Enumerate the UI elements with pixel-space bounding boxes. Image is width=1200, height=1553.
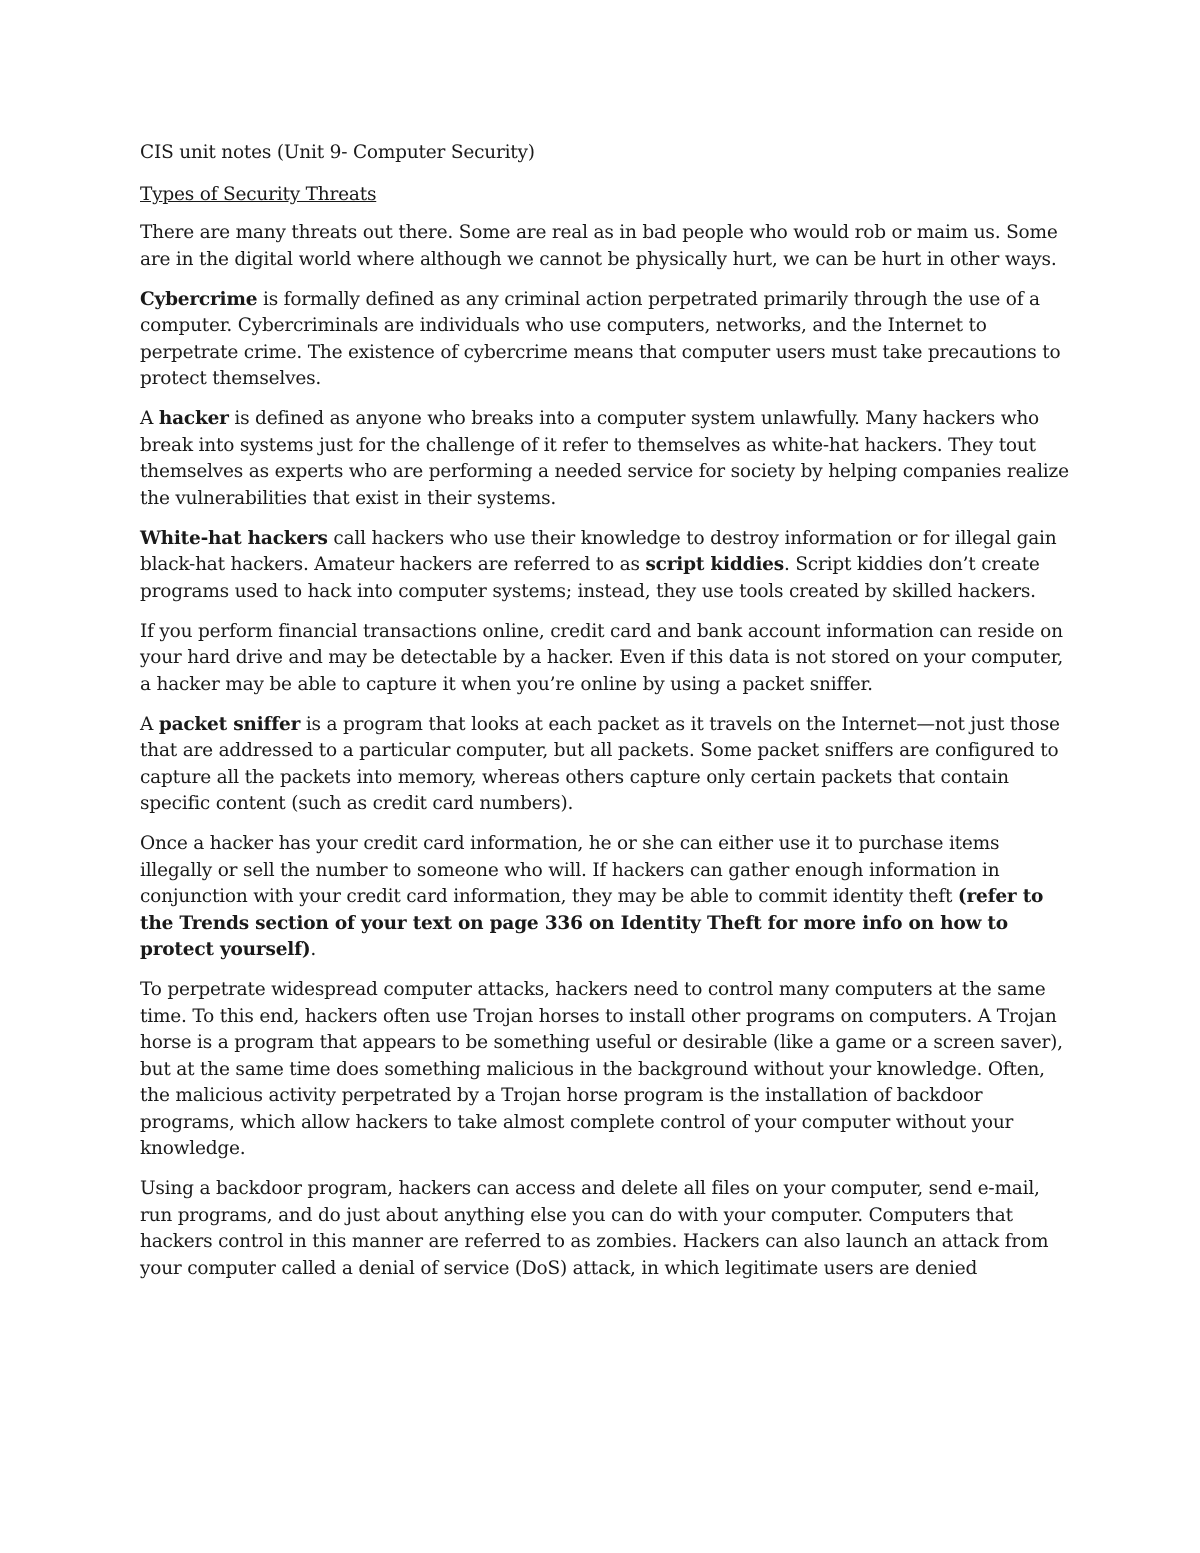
bold-term: hacker [158,408,229,429]
document-title: CIS unit notes (Unit 9- Computer Security) [140,142,535,163]
bold-term: script kiddies [645,554,784,575]
paragraph-text: . Script kiddies don’t create programs used to hack into computer systems; instead, they use tools created by skilled hackers. [140,554,1040,602]
paragraph-text: . [310,939,317,960]
paragraph-text: A [140,713,159,735]
paragraph [140,831,1070,964]
paragraph-text: is defined as anyone who breaks into a computer system unlawfully. Many hackers who break into systems just for the challenge of it refer to themselves as white-hat hackers. They tout themselves as experts who are performing a needed service for society by helping companies realize the vulnerabilities that exist in their systems. [140,408,1069,509]
paragraph [140,526,1070,606]
paragraph-text: Using a backdoor program, hackers can access and delete all files on your computer, send e-mail, run programs, and do just about anything else you can do with your computer. Computers that hackers control in this manner are referred to as zombies. Hackers can also launch an attack from your computer called a denial of service (DoS) attack, in which legitimate users are denied [140,1178,1049,1279]
paragraph-text: There are many threats out there. Some are real as in bad people who would rob or maim us. Some are in the digital world where although we cannot be physically hurt, we can be hurt in other ways. [140,222,1058,270]
paragraph [140,287,1070,393]
paragraph-text: Once a hacker has your credit card information, he or she can either use it to purchase items illegally or sell the number to someone who will. If hackers can gather enough information in conjunction with your credit card information, they may be able to commit identity theft [140,833,1000,907]
bold-term: packet sniffer [158,713,301,735]
bold-term: White-hat hackers [140,527,328,549]
paragraph [140,220,1070,273]
paragraph-text: To perpetrate widespread computer attacks, hackers need to control many computers at the same time. To this end, hackers often use Trojan horses to install other programs on computers. A Trojan horse is a program that appears to be something useful or desirable (like a game or a screen saver), but at the same time does something malicious in the background without your knowledge. Often, the malicious activity perpetrated by a Trojan horse program is the installation of backdoor programs, which allow hackers to take almost complete control of your computer without your knowledge. [140,979,1063,1159]
paragraph [140,619,1070,699]
paragraph [140,977,1070,1163]
document-body [140,220,1070,1282]
document-page [140,140,1070,1296]
paragraph-text: is formally defined as any criminal action perpetrated primarily through the use of a computer. Cybercriminals are individuals who use computers, networks, and the Internet to perpetrate crime. The existence of cybercrime means that computer users must take precautions to protect themselves. [140,288,1061,389]
paragraph [140,712,1070,818]
paragraph-text: is a program that looks at each packet as it travels on the Internet—not just those that are addressed to a particular computer, but all packets. Some packet sniffers are configured to capture all the packets into memory, whereas others capture only certain packets that contain specific content (such as credit card numbers). [140,713,1060,814]
paragraph [140,406,1070,512]
paragraph-text: A [140,408,159,429]
paragraph [140,1176,1070,1282]
bold-term: Cybercrime [140,288,258,310]
paragraph-text: call hackers who use their knowledge to destroy information or for illegal gain black-hat hackers. Amateur hackers are referred to as [140,527,1057,575]
bold-term: (refer to the Trends section of your text on page 336 on Identity Theft for more info on how to protect yourself) [140,886,1044,960]
paragraph-text: If you perform financial transactions online, credit card and bank account information can reside on your hard drive and may be detectable by a hacker. Even if this data is not stored on your computer, a hacker may be able to capture it when you’re online by using a packet sniffer. [140,620,1064,695]
section-heading: Types of Security Threats [140,184,377,205]
